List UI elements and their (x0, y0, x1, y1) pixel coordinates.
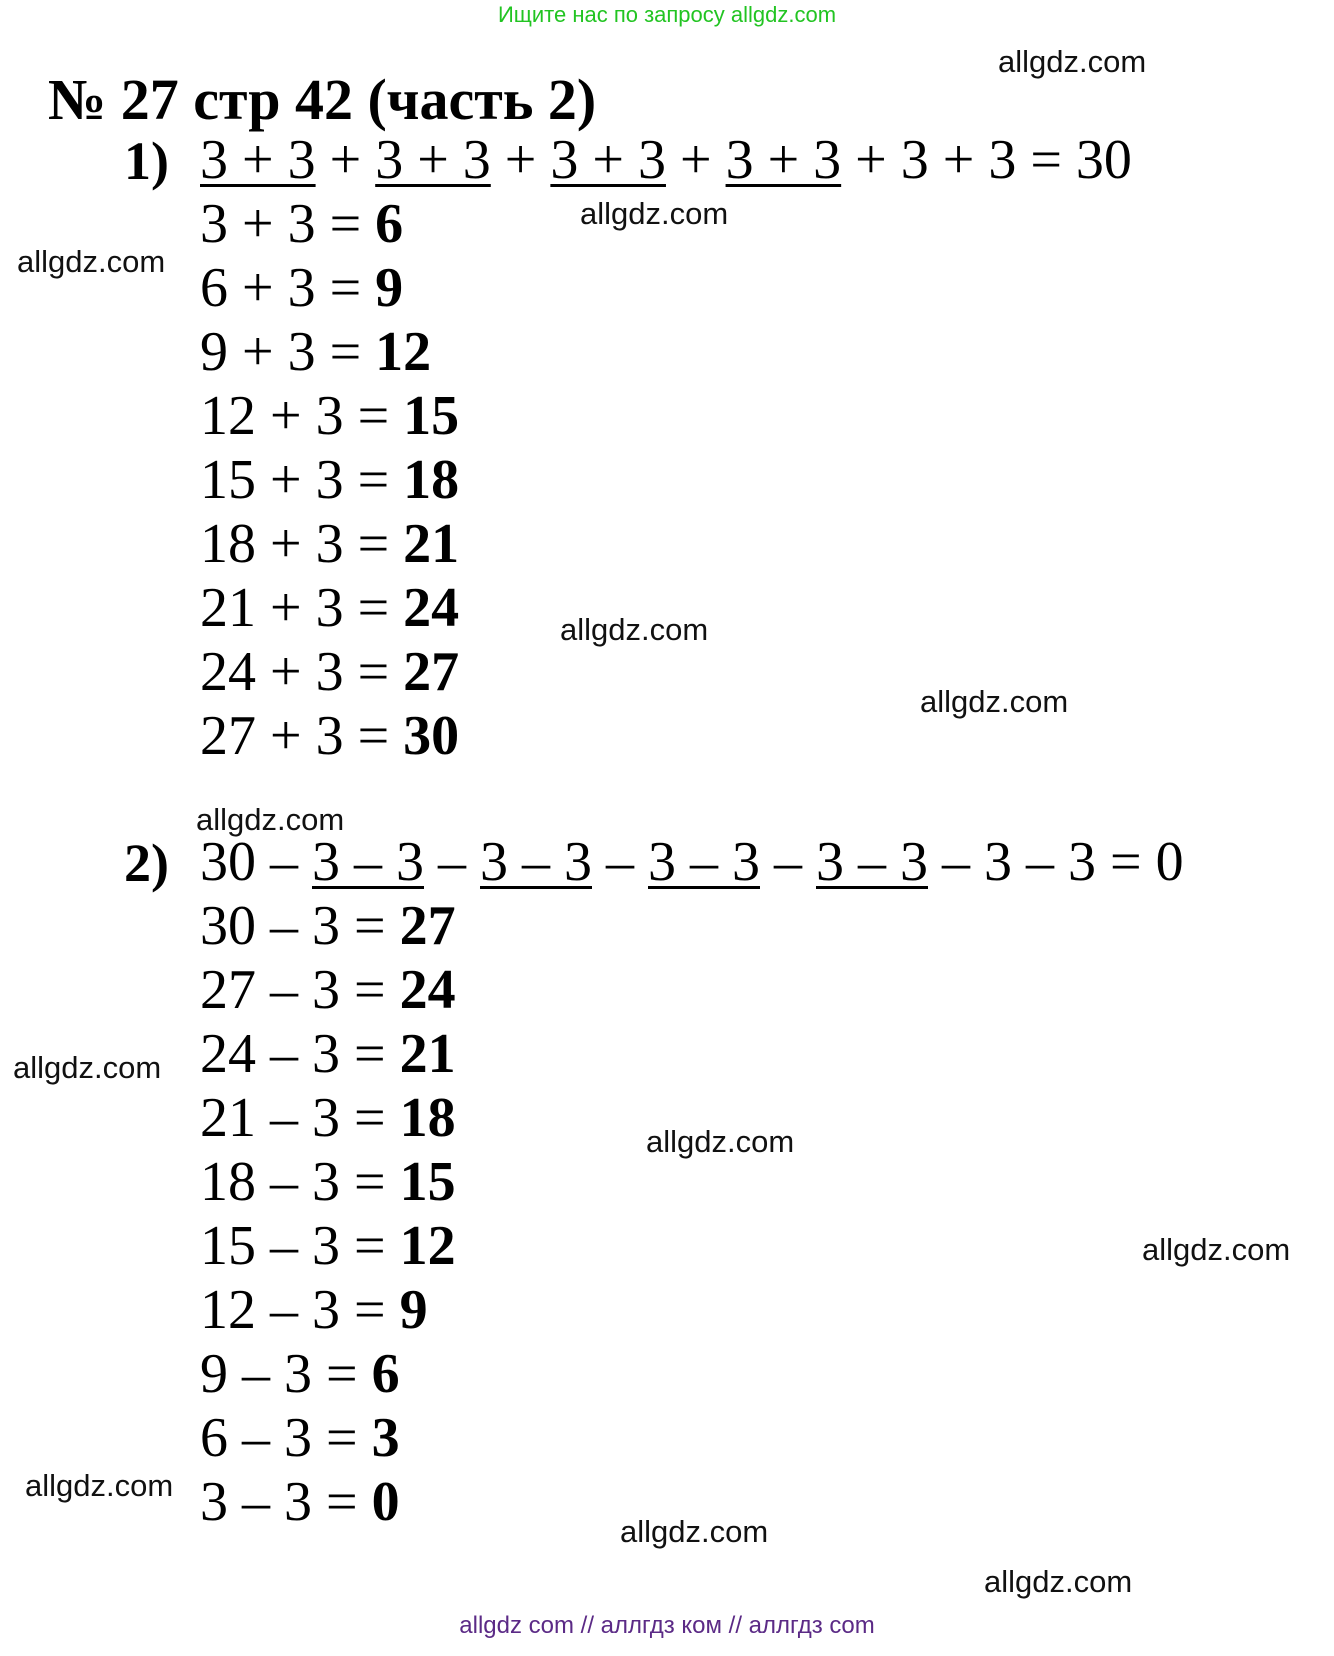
operator: + (490, 129, 551, 191)
part1-step: 21 + 3 = 24 (200, 577, 460, 639)
part1-step: 24 + 3 = 27 (200, 641, 460, 703)
part2-group-4: 3 – 3 (816, 831, 928, 893)
footer-links: allgdz com // аллгдз ком // аллгдз com (459, 1612, 875, 1639)
part2-step: 21 – 3 = 18 (200, 1087, 456, 1149)
part1-group-4: 3 + 3 (725, 129, 842, 191)
part2-group-1: 3 – 3 (312, 831, 424, 893)
part2-step: 9 – 3 = 6 (200, 1343, 400, 1405)
part2-group-3: 3 – 3 (648, 831, 760, 893)
watermark: allgdz.com (620, 1514, 769, 1549)
part1-step: 3 + 3 = 6 (200, 193, 404, 255)
watermark: allgdz.com (646, 1124, 795, 1159)
operator: – (760, 831, 816, 893)
watermark: allgdz.com (998, 44, 1147, 79)
part2-group-2: 3 – 3 (480, 831, 592, 893)
part1-main-equation (200, 128, 1132, 192)
part1-step: 9 + 3 = 12 (200, 321, 432, 383)
watermark: allgdz.com (580, 196, 729, 231)
watermark: allgdz.com (984, 1564, 1133, 1599)
watermark: allgdz.com (196, 802, 345, 837)
part1-step: 6 + 3 = 9 (200, 257, 404, 319)
part2-step: 18 – 3 = 15 (200, 1151, 456, 1213)
equation-head: 30 – (200, 831, 312, 893)
part2-step: 3 – 3 = 0 (200, 1471, 400, 1533)
page-title: № 27 стр 42 (часть 2) (48, 67, 597, 132)
operator: + (315, 129, 376, 191)
part1-group-1: 3 + 3 (200, 129, 316, 191)
part1-label: 1) (124, 131, 169, 191)
part2-main-equation (200, 830, 1184, 894)
part1-step: 15 + 3 = 18 (200, 449, 460, 511)
watermark: allgdz.com (920, 684, 1069, 719)
watermark: allgdz.com (560, 612, 709, 647)
part2-step: 15 – 3 = 12 (200, 1215, 456, 1277)
part2-step: 30 – 3 = 27 (200, 895, 456, 957)
part2-step: 12 – 3 = 9 (200, 1279, 428, 1341)
part2-label: 2) (124, 833, 169, 893)
operator: – (424, 831, 480, 893)
operator: + (665, 129, 726, 191)
top-banner: Ищите нас по запросу allgdz.com (497, 2, 837, 27)
part1-step: 18 + 3 = 21 (200, 513, 460, 575)
watermark: allgdz.com (1142, 1232, 1291, 1267)
part1-step: 27 + 3 = 30 (200, 705, 460, 767)
part1-step: 12 + 3 = 15 (200, 385, 460, 447)
equation-tail: + 3 + 3 = 30 (841, 129, 1132, 191)
watermark: allgdz.com (13, 1050, 162, 1085)
part1-group-2: 3 + 3 (375, 129, 491, 191)
part2-step: 24 – 3 = 21 (200, 1023, 456, 1085)
part1-group-3: 3 + 3 (550, 129, 666, 191)
watermark: allgdz.com (25, 1468, 174, 1503)
operator: – (592, 831, 648, 893)
part2-step: 27 – 3 = 24 (200, 959, 456, 1021)
watermark: allgdz.com (17, 244, 166, 279)
equation-tail: – 3 – 3 = 0 (928, 831, 1184, 893)
part2-step: 6 – 3 = 3 (200, 1407, 400, 1469)
